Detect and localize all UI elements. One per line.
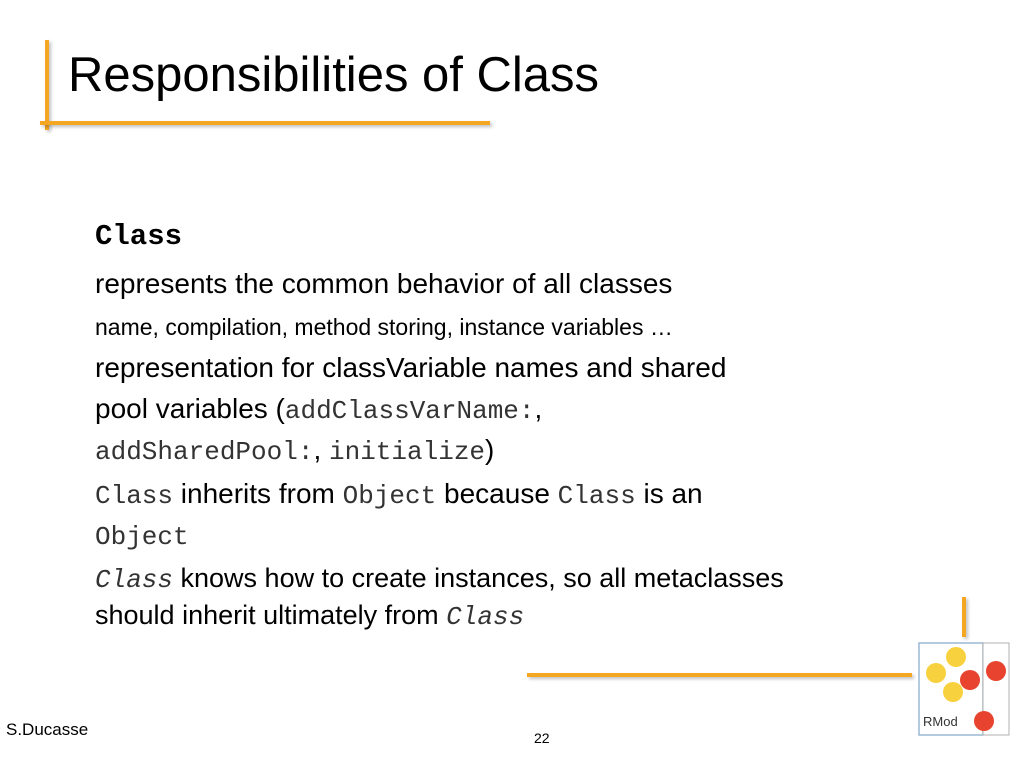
rmod-logo-icon — [918, 641, 1010, 737]
line5-close: ) — [485, 434, 495, 465]
class-heading: Class — [95, 220, 183, 253]
line8-text: knows how to create instances, so all metaclasses — [173, 563, 784, 593]
bullet-line-8 — [95, 562, 784, 595]
line5-comma: , — [313, 434, 322, 465]
bullet-line-1: represents the common behavior of all classes — [95, 268, 673, 299]
bullet-line-6 — [95, 478, 703, 511]
line5-code-1: addSharedPool: — [95, 437, 314, 467]
bullet-line-4 — [95, 393, 542, 426]
corner-accent-vertical — [962, 597, 966, 637]
footer-author: S.Ducasse — [6, 720, 89, 739]
line9-text: should inherit ultimately from — [95, 600, 447, 630]
bullet-line-2: name, compilation, method storing, instance variables … — [95, 314, 673, 340]
line6-text-1: inherits from — [173, 478, 343, 509]
line4-comma: , — [534, 393, 543, 424]
bullet-line-7 — [95, 519, 189, 552]
logo-label: RMod — [923, 714, 958, 729]
bullet-line-5 — [95, 434, 494, 467]
line5-code-2: initialize — [329, 437, 486, 467]
line6-text-3: is an — [635, 478, 703, 509]
line6-text-2: because — [436, 478, 558, 509]
title-accent-vertical — [45, 40, 49, 130]
bullet-line-3: representation for classVariable names and shared — [95, 352, 727, 383]
line6-code-3: Class — [557, 481, 636, 511]
title-accent-horizontal — [40, 121, 490, 125]
line4-code: addClassVarName: — [284, 396, 535, 426]
bullet-line-9 — [95, 599, 524, 632]
line6-code-2: Object — [342, 481, 437, 511]
corner-accent-horizontal — [527, 673, 912, 677]
line4-text: pool variables ( — [95, 393, 285, 424]
line7-code: Object — [95, 522, 189, 552]
page-number: 22 — [534, 730, 550, 746]
slide-title: Responsibilities of Class — [68, 48, 600, 102]
line6-code-1: Class — [95, 481, 174, 511]
line9-code: Class — [446, 602, 525, 632]
line8-code: Class — [95, 565, 174, 595]
